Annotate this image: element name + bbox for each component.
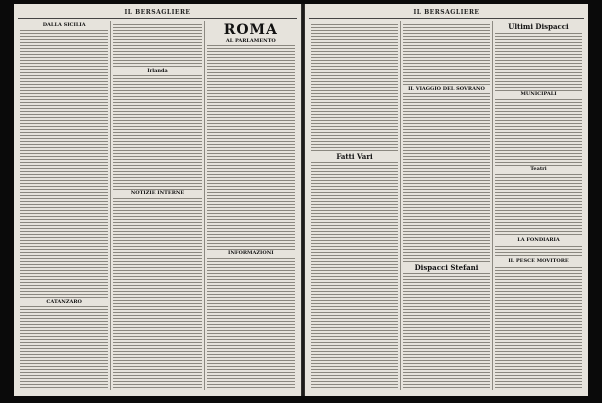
heading-pesce: IL PESCE MOVITORE <box>495 258 582 265</box>
column-1 <box>18 21 111 390</box>
column-2 <box>111 21 204 390</box>
heading-viaggio-sovrano: IL VIAGGIO DEL SOVRANO <box>403 86 490 93</box>
running-head-left: IL BERSAGLIERE <box>124 9 191 16</box>
heading-fondiaria: LA FONDIARIA <box>495 237 582 244</box>
heading-catanzaro: CATANZARO <box>20 299 108 306</box>
heading-sicilia: DALLA SICILIA <box>20 22 108 29</box>
heading-informazioni: INFORMAZIONI <box>207 250 295 257</box>
running-head-right: IL BERSAGLIERE <box>413 9 480 16</box>
column-3 <box>205 21 297 390</box>
column-5 <box>401 21 493 390</box>
heading-ultimi-dispacci: Ultimi Dispacci <box>495 22 582 31</box>
right-page <box>305 4 588 396</box>
heading-municipali: MUNICIPALI <box>495 91 582 98</box>
heading-dispacci-stefani: Dispacci Stefani <box>403 263 490 272</box>
heading-parlamento: AL PARLAMENTO <box>207 38 295 45</box>
left-page <box>14 4 301 396</box>
heading-fatti-vari: Fatti Vari <box>311 152 398 161</box>
heading-notizie-interne: NOTIZIE INTERNE <box>113 190 201 197</box>
heading-irlanda: Irlanda <box>113 68 201 75</box>
newspaper-spread <box>14 4 588 396</box>
header-rule <box>309 18 584 19</box>
heading-roma: ROMA <box>207 22 295 38</box>
column-6 <box>493 21 584 390</box>
heading-teatri: Teatri <box>495 166 582 173</box>
header-rule <box>18 18 297 19</box>
column-4 <box>309 21 401 390</box>
